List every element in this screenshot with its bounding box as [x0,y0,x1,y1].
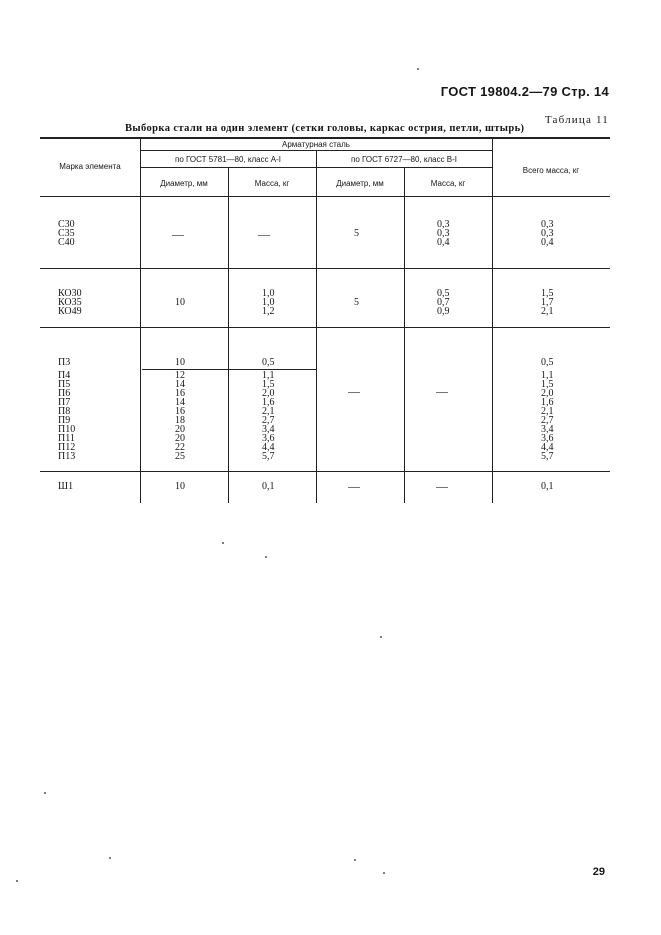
s-total-2: 0,3 [541,228,554,239]
p-mark-9: П11 [58,433,75,444]
sh-a1-mass: 0,1 [262,481,275,492]
p-mass-4: 2,0 [262,388,275,399]
p-mark-5: П7 [58,397,71,408]
ko-b1-mass-2: 0,7 [437,297,450,308]
p-mark-6: П8 [58,406,71,417]
p-diameter-3: 14 [175,379,185,390]
header-mark: Марка элемента [59,162,121,171]
header-group: Арматурная сталь [282,140,350,149]
p-mass-6: 2,1 [262,406,275,417]
ko-total-2: 1,7 [541,297,554,308]
p-diameter-9: 20 [175,433,185,444]
p-total-1: 0,5 [541,357,554,368]
p-diameter-5: 14 [175,397,185,408]
p-mark-1: П3 [58,357,71,368]
header-total: Всего масса, кг [522,166,580,175]
p-diameter-10: 22 [175,442,185,453]
p3-underline [142,369,317,370]
p-diameter-4: 16 [175,388,185,399]
s-a1-mass: — [258,227,270,241]
scan-speck [222,542,224,544]
p-b1-mass: — [436,384,448,398]
ko-b1-diameter: 5 [354,297,359,308]
col-divider-3 [316,150,317,503]
p-mark-7: П9 [58,415,71,426]
p-mark-11: П13 [58,451,76,462]
p-mass-3: 1,5 [262,379,275,390]
p-mass-7: 2,7 [262,415,275,426]
p-total-7: 2,7 [541,415,554,426]
p-mark-8: П10 [58,424,76,435]
p-mark-3: П5 [58,379,71,390]
p-mass-8: 3,4 [262,424,275,435]
p-mark-4: П6 [58,388,71,399]
scan-speck [109,857,111,859]
ko-mark-1: КО30 [58,288,82,299]
scan-speck [16,880,18,882]
p-diameter-2: 12 [175,370,185,381]
section-rule-ko [40,327,610,328]
scan-speck [354,859,356,861]
p-mass-10: 4,4 [262,442,275,453]
sh-a1-diameter: 10 [175,481,185,492]
p-mass-5: 1,6 [262,397,275,408]
s-b1-mass-1: 0,3 [437,219,450,230]
sh-mark: Ш1 [58,481,74,492]
p-mass-11: 5,7 [262,451,275,462]
col-divider-4 [404,167,405,503]
p-mass-1: 0,5 [262,357,275,368]
p-diameter-11: 25 [175,451,185,462]
scan-speck [417,68,419,70]
ko-total-3: 2,1 [541,306,554,317]
ko-b1-mass-1: 0,5 [437,288,450,299]
s-total-3: 0,4 [541,237,554,248]
s-b1-diameter: 5 [354,228,359,239]
ko-b1-mass-3: 0,9 [437,306,450,317]
col-divider-1 [140,138,141,503]
p-total-3: 1,5 [541,379,554,390]
p-mark-10: П12 [58,442,76,453]
s-total-1: 0,3 [541,219,554,230]
p-total-9: 3,6 [541,433,554,444]
p-diameter-6: 16 [175,406,185,417]
p-diameter-1: 10 [175,357,185,368]
table-number: Таблица 11 [544,114,609,126]
ko-total-1: 1,5 [541,288,554,299]
header-gost5781: по ГОСТ 5781—80, класс А-I [174,155,282,164]
ko-mark-2: КО35 [58,297,82,308]
sh-b1-mass: — [436,479,448,493]
scan-speck [44,792,46,794]
header-mass-b1: Масса, кг [430,179,466,188]
s-mark-2: С35 [58,228,75,239]
col-divider-5 [492,138,493,503]
page-header-gost: ГОСТ 19804.2—79 Стр. 14 [440,84,609,99]
section-rule-s [40,268,610,269]
p-total-4: 2,0 [541,388,554,399]
scan-speck [265,556,267,558]
table-top-rule [40,137,610,139]
header-diameter-a1: Диаметр, мм [160,179,208,188]
ko-mark-3: КО49 [58,306,82,317]
p-total-5: 1,6 [541,397,554,408]
s-a1-diameter: — [172,227,184,241]
ko-a1-mass-3: 1,2 [262,306,275,317]
ko-a1-mass-2: 1,0 [262,297,275,308]
p-total-6: 2,1 [541,406,554,417]
s-b1-mass-2: 0,3 [437,228,450,239]
s-mark-1: С30 [58,219,75,230]
s-b1-mass-3: 0,4 [437,237,450,248]
scan-speck [383,872,385,874]
header-gost6727: по ГОСТ 6727—80, класс В-I [350,155,458,164]
header-bottom-rule [40,196,610,197]
sh-b1-diameter: — [348,479,360,493]
p-total-8: 3,4 [541,424,554,435]
s-mark-3: С40 [58,237,75,248]
p-diameter-8: 20 [175,424,185,435]
col-divider-2 [228,167,229,503]
scan-speck [380,636,382,638]
ko-a1-mass-1: 1,0 [262,288,275,299]
p-total-10: 4,4 [541,442,554,453]
header-mass-a1: Масса, кг [254,179,290,188]
p-mass-9: 3,6 [262,433,275,444]
p-b1-diameter: — [348,384,360,398]
p-total-2: 1,1 [541,370,554,381]
page-number: 29 [592,866,605,878]
ko-a1-diameter: 10 [175,297,185,308]
header-diameter-b1: Диаметр, мм [336,179,384,188]
p-total-11: 5,7 [541,451,554,462]
p-mark-2: П4 [58,370,71,381]
p-diameter-7: 18 [175,415,185,426]
sh-total: 0,1 [541,481,554,492]
p-mass-2: 1,1 [262,370,275,381]
section-rule-p [40,471,610,472]
table-caption: Выборка стали на один элемент (сетки головы, каркас острия, петли, штырь) [125,123,525,134]
